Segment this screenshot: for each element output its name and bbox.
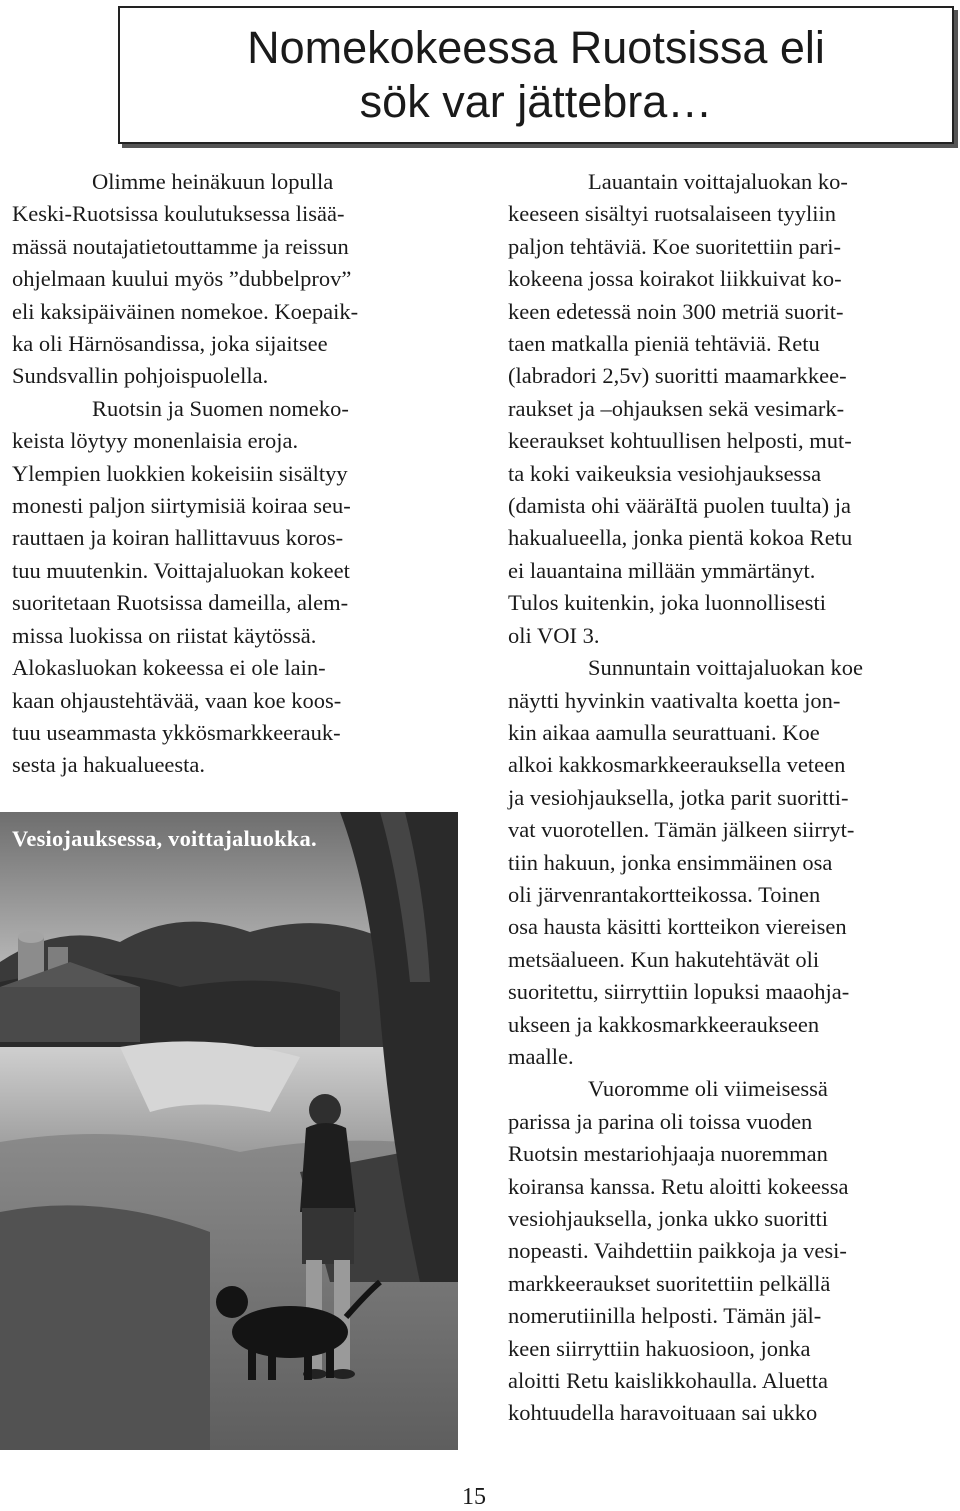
text-line: markkeeraukset suoritettiin pelkällä <box>508 1270 831 1296</box>
text-line: rauttaen ja koiran hallittavuus koros- <box>12 525 344 551</box>
text-line: keen edetessä noin 300 metriä suorit- <box>508 298 844 324</box>
text-line: raukset ja –ohjauksen sekä vesimark- <box>508 395 845 421</box>
text-line: oli VOI 3. <box>508 622 600 648</box>
paragraph-sunday <box>508 652 958 1073</box>
text-line: Vuoromme oli viimeisessä <box>588 1076 828 1102</box>
text-line: kohtuudella haravoituaan sai ukko <box>508 1400 818 1426</box>
text-line: Keski-Ruotsissa koulutuksessa lisää- <box>12 201 345 227</box>
text-line: Sundsvallin pohjoispuolella. <box>12 363 269 389</box>
text-line: paljon tehtäviä. Koe suoritettiin pari- <box>508 233 842 259</box>
text-line: alkoi kakkosmarkkeerauksella veteen <box>508 752 846 778</box>
text-line: Ylempien luokkien kokeisiin sisältyy <box>12 460 348 486</box>
text-line: tuu useammasta ykkösmarkkeerauk- <box>12 719 341 745</box>
text-line: sesta ja hakualueesta. <box>12 752 206 778</box>
text-line: Tulos kuitenkin, joka luonnollisesti <box>508 590 826 616</box>
text-line: parissa ja parina oli toissa vuoden <box>508 1108 813 1134</box>
text-line: taen matkalla pieniä tehtäviä. Retu <box>508 331 820 357</box>
text-line: vesiohjauksella, jonka ukko suoritti <box>508 1206 828 1231</box>
paragraph-our-turn <box>508 1073 958 1429</box>
paragraph-intro <box>12 166 472 393</box>
text-line: hakualueella, jonka pientä kokoa Retu <box>508 525 853 551</box>
paragraph-differences <box>12 393 472 782</box>
text-line: nopeasti. Vaihdettiin paikkoja ja vesi- <box>508 1238 847 1264</box>
text-line: ohjelmaan kuului myös ”dubbelprov” <box>12 266 352 292</box>
article-title-box <box>118 6 954 144</box>
text-line: nomerutiinilla helposti. Tämän jäl- <box>508 1303 822 1329</box>
text-line: ka oli Härnösandissa, joka sijaitsee <box>12 331 328 357</box>
text-line: monesti paljon siirtymisiä koiraa seu- <box>12 493 351 519</box>
text-line: keeseen sisältyi ruotsalaiseen tyyliin <box>508 201 837 227</box>
photo-caption: Vesiojauksessa, voittajaluokka. <box>12 826 317 851</box>
text-line: maalle. <box>508 1043 574 1069</box>
article-title-line-2: sök var jättebra… <box>359 76 713 127</box>
text-line: (labradori 2,5v) suoritti maamarkkee- <box>508 363 847 389</box>
text-line: Sunnuntain voittajaluokan koe <box>588 655 863 681</box>
text-line: eli kaksipäiväinen nomekoe. Koepaik- <box>12 298 359 324</box>
right-text-column <box>508 166 958 1430</box>
article-title-line-1: Nomekokeessa Ruotsissa eli <box>247 22 825 73</box>
text-line: osa hausta käsitti kortteikon viereisen <box>508 914 847 940</box>
paragraph-saturday <box>508 166 958 652</box>
text-line: oli järvenrantakortteikossa. Toinen <box>508 881 821 907</box>
text-line: (damista ohi vääräItä puolen tuulta) ja <box>508 493 851 519</box>
text-line: Olimme heinäkuun lopulla <box>92 169 334 194</box>
text-line: aloitti Retu kaislikkohaulla. Aluetta <box>508 1368 828 1394</box>
text-line: metsäalueen. Kun hakutehtävät oli <box>508 946 820 972</box>
text-line: suoritetaan Ruotsissa dameilla, alem- <box>12 590 349 616</box>
text-line: mässä noutajatietouttamme ja reissun <box>12 233 349 259</box>
text-line: Lauantain voittajaluokan ko- <box>588 169 848 194</box>
text-line: ukseen ja kakkosmarkkeeraukseen <box>508 1011 820 1037</box>
text-line: missa luokissa on riistat käytössä. <box>12 622 317 648</box>
text-line: kin aikaa aamulla seurattuani. Koe <box>508 719 820 745</box>
text-line: keen siirryttiin hakuosioon, jonka <box>508 1335 811 1361</box>
page-number: 15 <box>462 1484 486 1510</box>
text-line: tiin hakuun, jonka ensimmäinen osa <box>508 849 833 875</box>
text-line: Ruotsin ja Suomen nomeko- <box>92 395 349 421</box>
text-line: kokeena jossa koirakot liikkuivat ko- <box>508 266 842 292</box>
text-line: koiransa kanssa. Retu aloitti kokeessa <box>508 1173 849 1199</box>
left-text-column <box>12 166 472 782</box>
text-line: ja vesiohjauksella, jotka parit suoritti- <box>508 784 849 810</box>
text-line: Alokasluokan kokeessa ei ole lain- <box>12 655 326 681</box>
text-line: ei lauantaina millään ymmärtänyt. <box>508 557 816 583</box>
text-line: suoritettu, siirryttiin lopuksi maaohja- <box>508 979 850 1005</box>
text-line: tuu muutenkin. Voittajaluokan kokeet <box>12 557 350 583</box>
text-line: ta koki vaikeuksia vesiohjauksessa <box>508 460 822 486</box>
text-line: keista löytyy monenlaisia eroja. <box>12 428 299 454</box>
text-line: Ruotsin mestariohjaaja nuoremman <box>508 1141 828 1167</box>
text-line: vat vuorotellen. Tämän jälkeen siirryt- <box>508 817 855 843</box>
text-line: kaan ohjaustehtävää, vaan koe koos- <box>12 687 342 713</box>
photo-handler-with-dog <box>0 812 458 1450</box>
text-line: keeraukset kohtuullisen helposti, mut- <box>508 428 852 454</box>
text-line: näytti hyvinkin vaativalta koetta jon- <box>508 687 841 713</box>
